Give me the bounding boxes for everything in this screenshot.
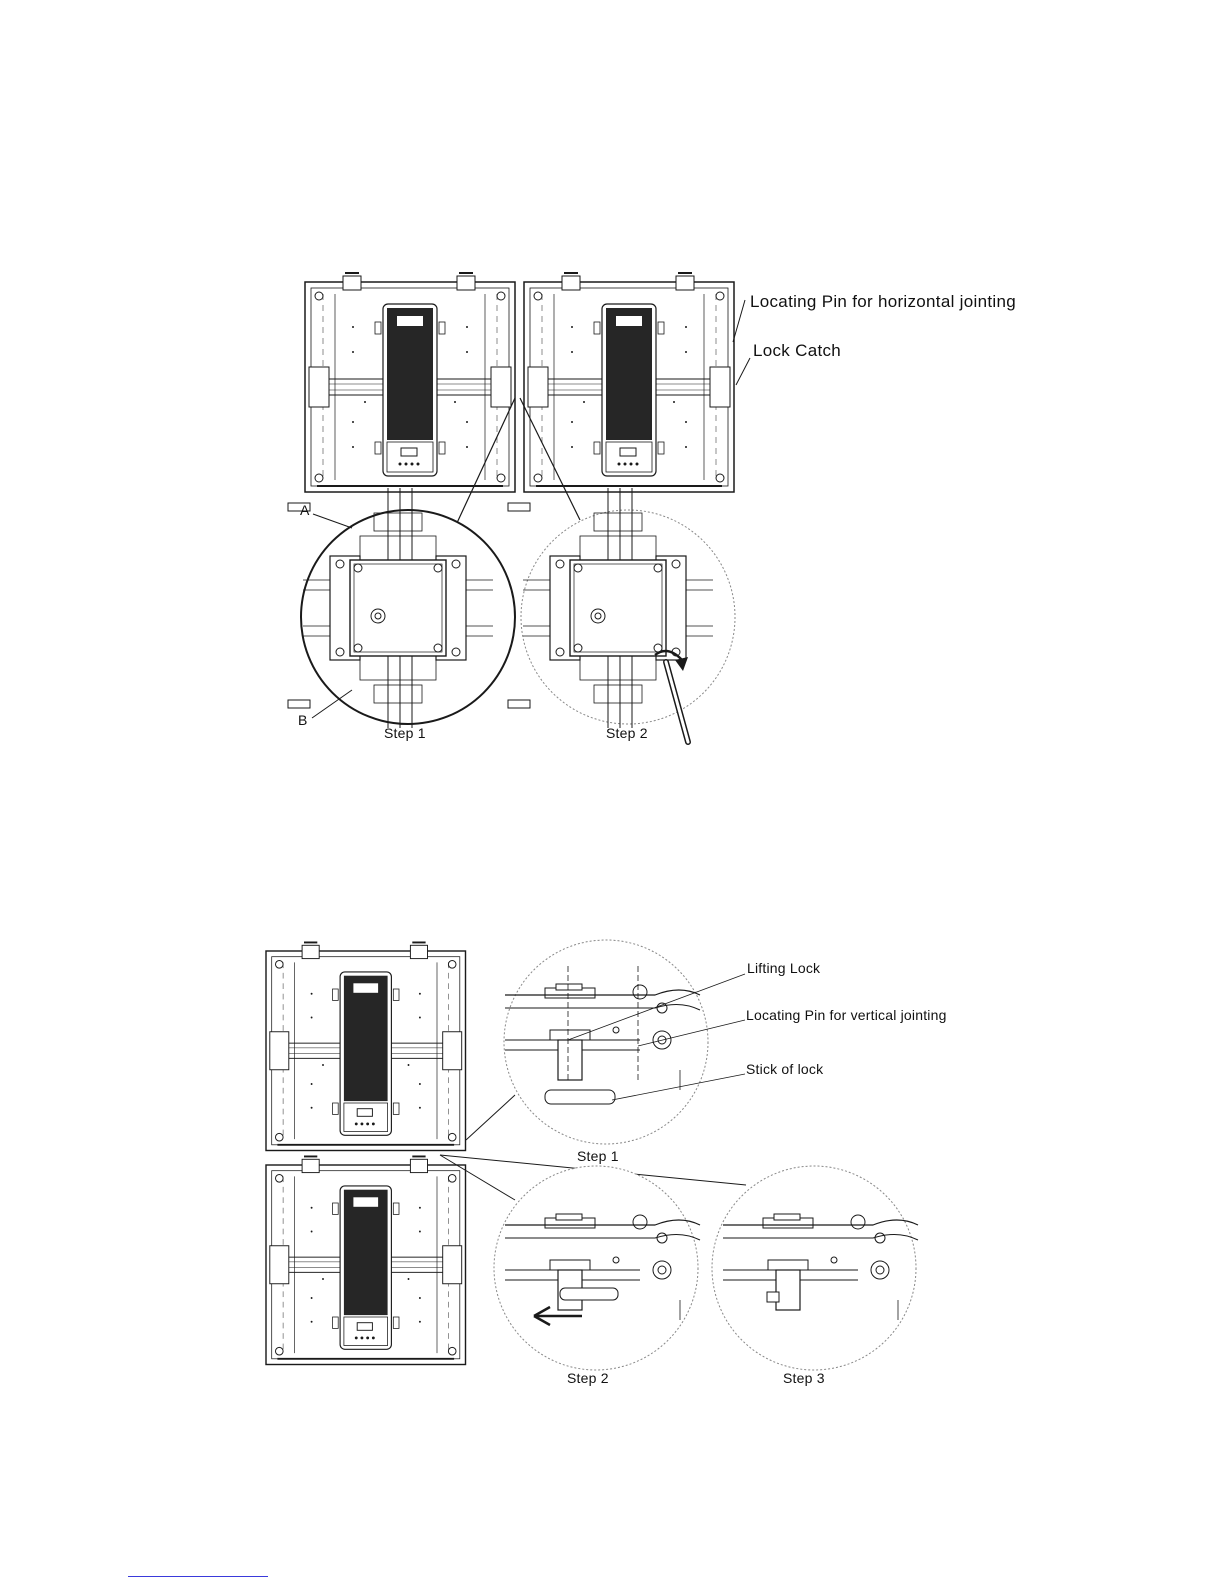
callout-horizontal-pin: Locating Pin for horizontal jointing [750,292,1016,311]
leader-line [733,300,745,342]
callout-lock-catch: Lock Catch [753,341,842,360]
step-label: Step 1 [577,1148,619,1164]
closeup-vertical-step1 [504,940,745,1144]
marker-a: A [300,502,310,518]
closeup-vertical-step2 [494,1166,700,1370]
cabinet-right [524,273,734,492]
marker-b: B [298,712,308,728]
top-figure [288,273,750,742]
closeup-vertical-step3 [712,1166,918,1370]
closeup-step2 [508,488,735,742]
callout-stick-of-lock: Stick of lock [746,1061,824,1077]
cabinet-left [305,273,515,492]
step-label: Step 2 [567,1370,609,1386]
footer-rule [128,1576,268,1577]
step-label: Step 1 [384,725,426,741]
callout-vertical-pin: Locating Pin for vertical jointing [746,1007,947,1023]
step-label: Step 2 [606,725,648,741]
cabinet-upper [266,942,466,1150]
step-label: Step 3 [783,1370,825,1386]
leader-line [736,358,750,385]
leader-line-a [313,514,352,528]
closeup-step1 [288,488,515,728]
cabinet-lower [266,1156,466,1364]
leader-line [466,1095,515,1140]
callout-lifting-lock: Lifting Lock [747,960,821,976]
